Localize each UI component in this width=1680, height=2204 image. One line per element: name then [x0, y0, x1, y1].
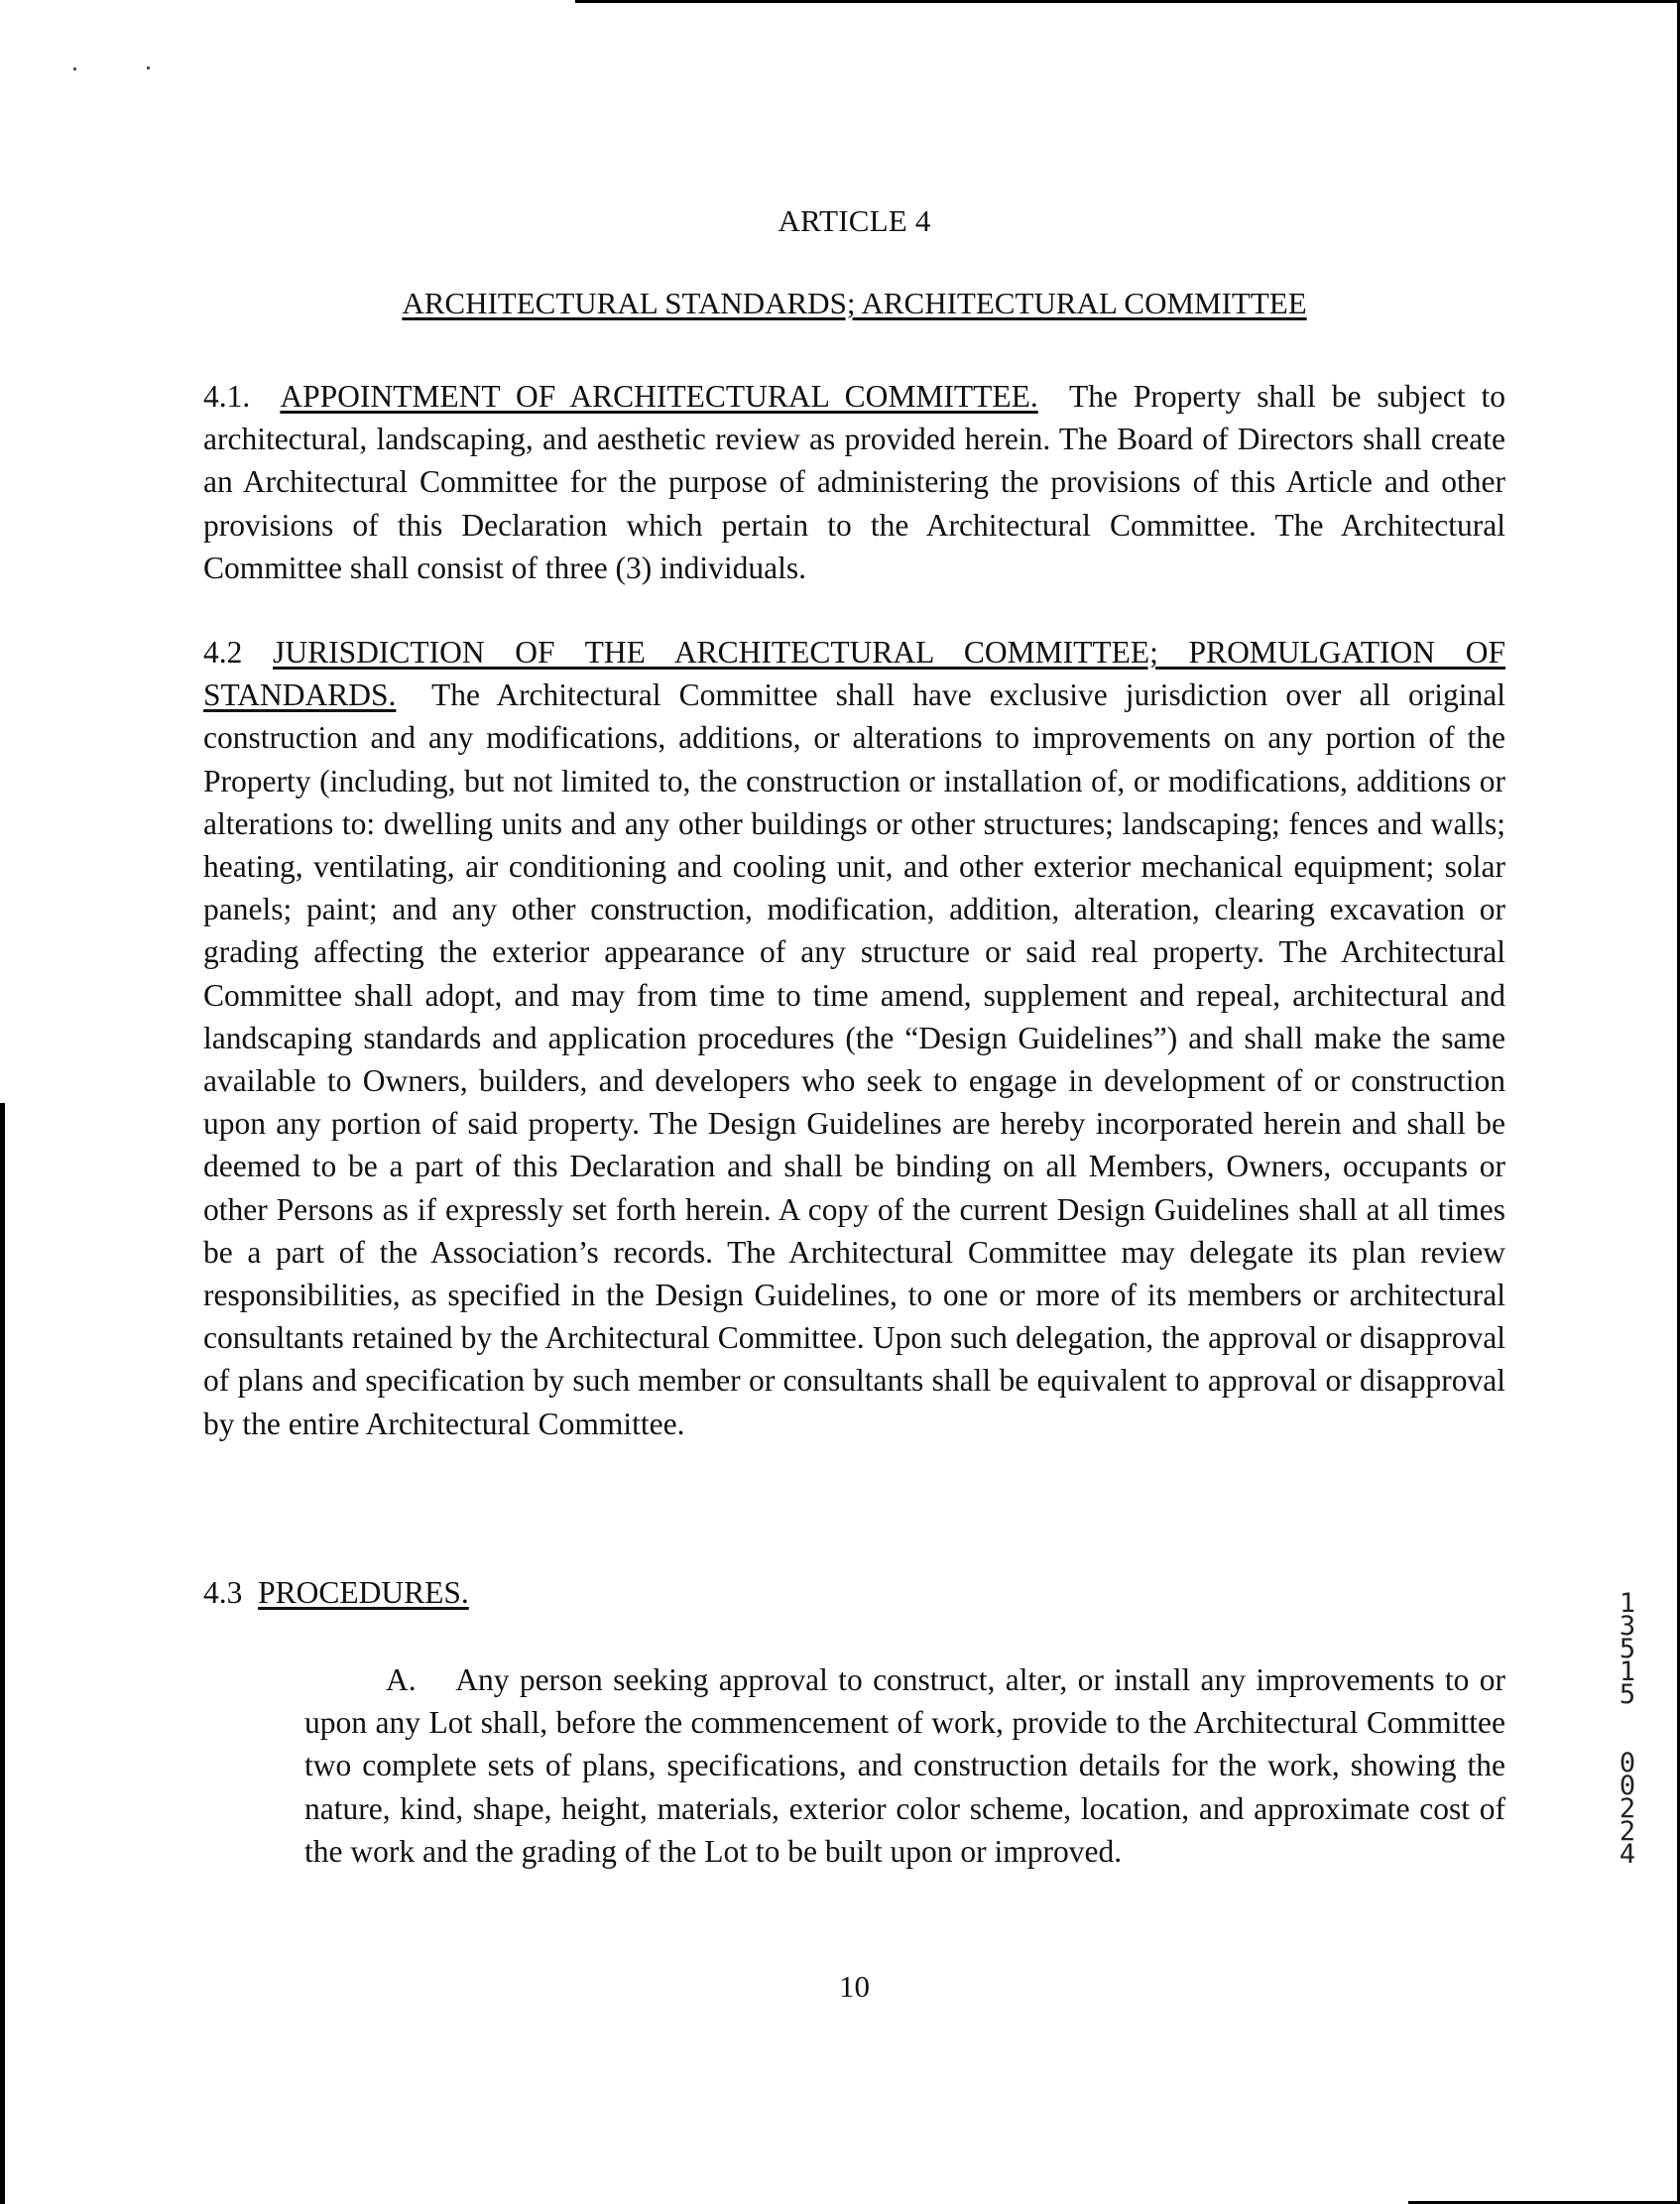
section-number: 4.2: [203, 635, 243, 670]
scan-border-top: [575, 0, 1680, 3]
section-4-1: [203, 375, 1505, 589]
scan-speck: [73, 67, 76, 70]
stamp-digit: 1: [1619, 1588, 1636, 1619]
stamp-digit: 0: [1619, 1748, 1636, 1778]
stamp-digit: 4: [1619, 1839, 1636, 1870]
section-heading: APPOINTMENT OF ARCHITECTURAL COMMITTEE.: [280, 379, 1038, 414]
stamp-digit: 1: [1619, 1656, 1636, 1687]
article-number: ARTICLE 4: [778, 203, 931, 238]
stamp-digit: 5: [1619, 1634, 1636, 1664]
section-number: 4.3: [203, 1575, 243, 1610]
scan-border-left: [0, 1103, 5, 2204]
stamp-digit: 2: [1619, 1816, 1636, 1847]
section-heading: JURISDICTION OF THE ARCHITECTURAL COMMITTEE; PROMULGATION OF STANDARDS.: [203, 635, 1506, 713]
stamp-digit: 5: [1619, 1679, 1636, 1710]
section-4-3-heading: [203, 1571, 1505, 1614]
subsection-body: Any person seeking approval to construct, alter, or install any improvements to or upon any Lot shall, before the commencement of work, provide to the Architectural Committee two complete sets of plans, specifications, and construction details for the work, showing the nature, kind, shape, height, materials, exterior color scheme, location, and approximate cost of the work and the grading of the Lot to be built upon or improved.: [304, 1662, 1505, 1869]
stamp-digit: 0: [1619, 1771, 1636, 1801]
section-4-2: [203, 631, 1505, 1445]
subsection-4-3-a: [304, 1658, 1505, 1873]
subsection-label: A.: [386, 1662, 417, 1697]
section-body: The Architectural Committee shall have exclusive jurisdiction over all original construction and any modifications, additions, or alterations to improvements on any portion of the Property (including, but not limited to, the construction or installation of, or modifications, additions or alterations to: dwelling units and any other buildings or other structures; landscaping; fences and walls; heating, ventilating, air conditioning and cooling unit, and other exterior mechanical equipment; solar panels; paint; and any other construction, modification, addition, alteration, clearing excavation or grading affecting the exterior appearance of any structure or said real property. The Architectural Committee shall adopt, and may from time to time amend, supplement and repeal, architectural and landscaping standards and application procedures (the “Design Guidelines”) and shall make the same available to Owners, builders, and developers who seek to engage in development of or construction upon any portion of said property. The Design Guidelines are hereby incorporated herein and shall be deemed to be a part of this Declaration and shall be binding on all Members, Owners, occupants or other Persons as if expressly set forth herein. A copy of the current Design Guidelines shall at all times be a part of the Association’s records. The Architectural Committee may delegate its plan review responsibilities, as specified in the Design Guidelines, to one or more of its members or architectural consultants retained by the Architectural Committee. Upon such delegation, the approval or disapproval of plans and specification by such member or consultants shall be equivalent to approval or disapproval by the entire Architectural Committee.: [203, 677, 1505, 1441]
page-number: 10: [839, 1969, 870, 2004]
recording-stamp: [1615, 1588, 1640, 1870]
stamp-digit: 2: [1619, 1793, 1636, 1824]
section-heading: PROCEDURES.: [258, 1575, 469, 1610]
section-number: 4.1.: [203, 379, 251, 414]
scan-speck: [147, 66, 150, 69]
section-body: The Property shall be subject to architectural, landscaping, and aesthetic review as provided herein. The Board of Directors shall create an Architectural Committee for the purpose of administering the provisions of this Article and other provisions of this Declaration which pertain to the Architectural Committee. The Architectural Committee shall consist of three (3) individuals.: [203, 379, 1506, 585]
stamp-digit: 3: [1619, 1611, 1636, 1642]
article-title: ARCHITECTURAL STANDARDS; ARCHITECTURAL COMMITTEE: [402, 286, 1307, 320]
